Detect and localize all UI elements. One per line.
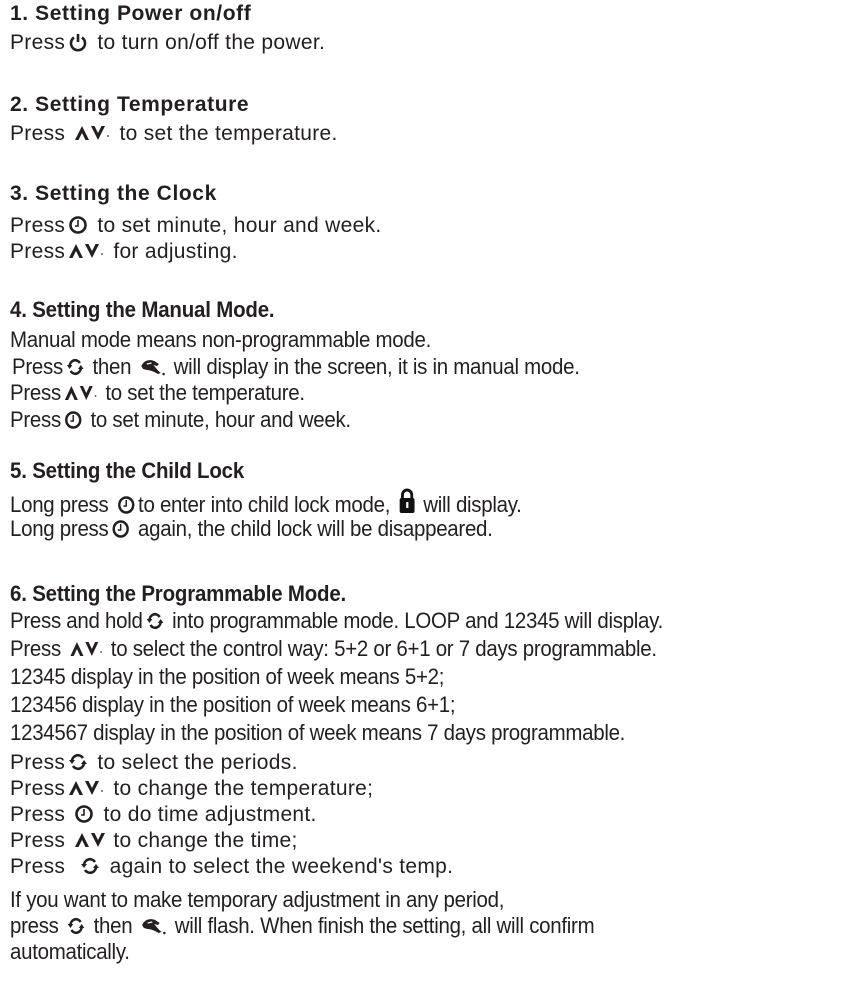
text: Press bbox=[10, 407, 61, 432]
clock-icon bbox=[110, 519, 130, 539]
heading-manual-mode: 4. Setting the Manual Mode. bbox=[10, 297, 275, 322]
text: to set minute, hour and week. bbox=[91, 214, 382, 237]
instruction-line bbox=[10, 239, 238, 265]
text: Press bbox=[10, 855, 78, 878]
text: to set minute, hour and week. bbox=[85, 407, 351, 432]
heading-clock: 3. Setting the Clock bbox=[10, 182, 217, 205]
instruction-line bbox=[10, 854, 453, 880]
heading-temperature: 2. Setting Temperature bbox=[10, 93, 250, 116]
heading-child-lock: 5. Setting the Child Lock bbox=[10, 458, 245, 483]
clock-icon bbox=[63, 410, 83, 430]
instruction-line bbox=[10, 750, 298, 776]
instruction-line bbox=[10, 407, 351, 433]
instruction-line bbox=[10, 30, 325, 56]
heading-programmable-mode: 6. Setting the Programmable Mode. bbox=[10, 581, 347, 606]
instruction-line bbox=[10, 213, 382, 239]
text: to select the control way: 5+2 or 6+1 or 7 days programmable. bbox=[105, 636, 657, 661]
up-down-arrows-icon bbox=[63, 383, 98, 403]
text: Press bbox=[10, 122, 72, 145]
text: to enter into child lock mode, bbox=[138, 492, 396, 517]
text: Press bbox=[10, 777, 66, 800]
instruction-line bbox=[10, 802, 317, 828]
text: Long press bbox=[10, 492, 114, 517]
text: Press bbox=[12, 354, 63, 379]
clock-icon bbox=[73, 804, 95, 824]
instruction-line: 1234567 display in the position of week means 7 days programmable. bbox=[10, 720, 626, 745]
up-down-arrows-icon bbox=[67, 778, 105, 798]
text: Press and hold bbox=[10, 608, 143, 633]
text: to change the time; bbox=[113, 829, 298, 852]
text: again, the child lock will be disappeared. bbox=[132, 516, 493, 541]
text: Press bbox=[10, 751, 66, 774]
lock-icon bbox=[397, 488, 416, 514]
instruction-line: If you want to make temporary adjustment in any period, bbox=[10, 887, 505, 912]
instruction-line bbox=[10, 121, 338, 147]
instruction-line bbox=[10, 488, 522, 518]
up-down-arrows-icon bbox=[68, 639, 103, 659]
text: press bbox=[10, 913, 65, 938]
instruction-line: Manual mode means non-programmable mode. bbox=[10, 327, 431, 352]
text: Press bbox=[10, 380, 61, 405]
text: Long press bbox=[10, 516, 109, 541]
instruction-line: automatically. bbox=[10, 939, 130, 964]
instruction-line bbox=[12, 354, 580, 380]
instruction-line bbox=[10, 913, 594, 939]
instruction-line: 12345 display in the position of week means 5+2; bbox=[10, 664, 445, 689]
instruction-line bbox=[10, 380, 305, 406]
text: will flash. When finish the setting, all will confirm bbox=[169, 913, 595, 938]
instruction-line bbox=[10, 636, 657, 662]
cycle-icon bbox=[65, 357, 85, 377]
text: to turn on/off the power. bbox=[91, 31, 326, 54]
hand-icon bbox=[140, 916, 168, 936]
power-icon bbox=[67, 32, 89, 52]
up-down-arrows-icon bbox=[67, 241, 105, 261]
text: Press bbox=[10, 636, 67, 661]
text: Press bbox=[10, 240, 66, 263]
clock-icon bbox=[67, 215, 89, 235]
cycle-icon bbox=[79, 856, 101, 876]
text: then bbox=[87, 354, 137, 379]
text: to set the temperature. bbox=[113, 122, 338, 145]
text: will display in the screen, it is in manual mode. bbox=[168, 354, 580, 379]
text: then bbox=[88, 913, 138, 938]
text: to select the periods. bbox=[91, 751, 298, 774]
text: for adjusting. bbox=[107, 240, 238, 263]
cycle-icon bbox=[67, 752, 89, 772]
text: to change the temperature; bbox=[107, 777, 374, 800]
cycle-icon bbox=[66, 916, 86, 936]
text: Press bbox=[10, 31, 66, 54]
cycle-icon bbox=[144, 611, 164, 631]
heading-power: 1. Setting Power on/off bbox=[10, 2, 252, 25]
text: Press bbox=[10, 803, 72, 826]
clock-icon bbox=[116, 495, 136, 515]
instruction-line bbox=[10, 828, 298, 854]
text: Press bbox=[10, 829, 72, 852]
instruction-line bbox=[10, 516, 493, 542]
instruction-line bbox=[10, 608, 663, 634]
text: to set the temperature. bbox=[99, 380, 305, 405]
hand-icon bbox=[138, 357, 166, 377]
up-down-arrows-icon bbox=[73, 830, 111, 850]
text: into programmable mode. LOOP and 12345 will display. bbox=[166, 608, 664, 633]
text: to do time adjustment. bbox=[97, 803, 317, 826]
text: will display. bbox=[417, 492, 522, 517]
instruction-line bbox=[10, 776, 373, 802]
text: again to select the weekend's temp. bbox=[103, 855, 454, 878]
text: Press bbox=[10, 214, 66, 237]
up-down-arrows-icon bbox=[73, 123, 111, 143]
instruction-line: 123456 display in the position of week means 6+1; bbox=[10, 692, 456, 717]
